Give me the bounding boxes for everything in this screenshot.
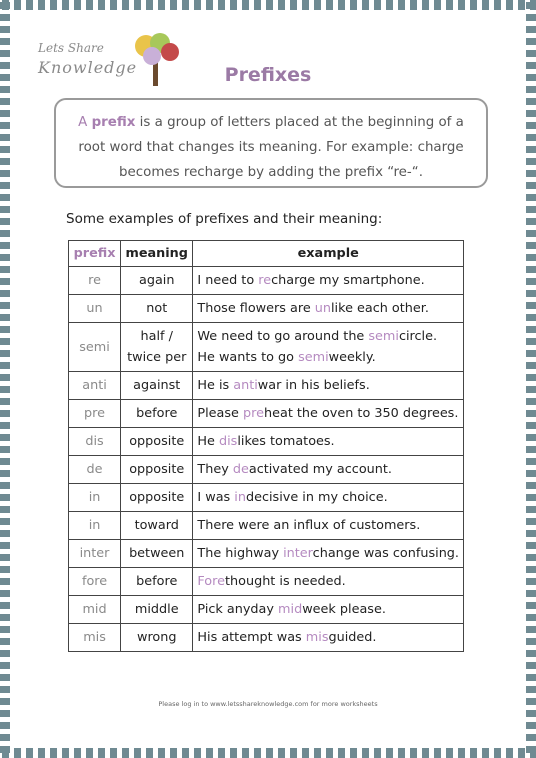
table-row (69, 484, 464, 512)
highlighted-prefix: semi (368, 329, 399, 344)
meaning-cell: opposite (121, 456, 193, 484)
example-cell (193, 484, 464, 512)
highlighted-prefix: un (314, 301, 331, 316)
highlighted-prefix: dis (218, 434, 238, 449)
meaning-cell: not (121, 295, 193, 323)
example-cell (193, 372, 464, 400)
meaning-cell: wrong (121, 624, 193, 652)
meaning-cell (121, 323, 193, 372)
prefix-cell: in (69, 484, 121, 512)
example-text: He wants to go (197, 350, 299, 365)
border-top-decoration (0, 0, 536, 10)
example-text: We need to go around the (197, 329, 369, 344)
example-cell (193, 400, 464, 428)
meaning-line: half / (140, 329, 173, 344)
example-text: Pick anyday (197, 602, 279, 617)
table-row (69, 568, 464, 596)
example-cell (193, 540, 464, 568)
example-text: war in his beliefs. (257, 378, 370, 393)
footer-note: Please log in to www.letsshareknowledge.com for more worksheets (158, 700, 378, 708)
prefix-cell: mid (69, 596, 121, 624)
intro-text: is a group of letters placed at the beginning of a root word that changes its meaning. For example: charge becomes recharge by adding the prefix “re-“. (78, 115, 464, 180)
examples-heading: Some examples of prefixes and their meaning: (66, 211, 383, 227)
example-cell (193, 568, 464, 596)
example-text: heat the oven to 350 degrees. (264, 406, 459, 421)
table-row (69, 372, 464, 400)
meaning-cell: again (121, 267, 193, 295)
prefix-cell: un (69, 295, 121, 323)
border-bottom-decoration (0, 748, 536, 758)
prefix-cell: pre (69, 400, 121, 428)
highlighted-prefix: pre (243, 406, 264, 421)
example-cell (193, 428, 464, 456)
prefix-cell: inter (69, 540, 121, 568)
example-text: circle. (398, 329, 438, 344)
prefix-cell: dis (69, 428, 121, 456)
example-text: guided. (328, 630, 377, 645)
example-text: I was (197, 490, 235, 505)
border-right-decoration (526, 0, 536, 758)
prefix-table (68, 240, 464, 652)
highlighted-prefix: mis (305, 630, 329, 645)
example-cell (193, 596, 464, 624)
logo-line-2: Knowledge (38, 58, 138, 77)
table-row (69, 512, 464, 540)
example-text: Please (197, 406, 244, 421)
header-example: example (193, 241, 464, 267)
example-text: There were an influx of customers. (197, 518, 421, 533)
definition-box (54, 98, 488, 188)
table-row (69, 540, 464, 568)
meaning-cell: against (121, 372, 193, 400)
meaning-cell: toward (121, 512, 193, 540)
page-title: Prefixes (224, 64, 312, 86)
meaning-cell: between (121, 540, 193, 568)
example-cell (193, 295, 464, 323)
highlighted-prefix: de (232, 462, 249, 477)
prefix-cell: in (69, 512, 121, 540)
header-meaning: meaning (121, 241, 193, 267)
prefix-cell: anti (69, 372, 121, 400)
example-text: He is (197, 378, 234, 393)
highlighted-prefix: in (234, 490, 246, 505)
table-row (69, 596, 464, 624)
example-cell (193, 323, 464, 372)
intro-prefix-word: prefix (91, 115, 136, 130)
example-cell (193, 624, 464, 652)
highlighted-prefix: inter (283, 546, 313, 561)
table-row (69, 456, 464, 484)
header-prefix: prefix (69, 241, 121, 267)
example-text: likes tomatoes. (237, 434, 335, 449)
prefix-cell: de (69, 456, 121, 484)
highlighted-prefix: re (258, 273, 272, 288)
highlighted-prefix: semi (298, 350, 329, 365)
prefix-cell: semi (69, 323, 121, 372)
table-row (69, 267, 464, 295)
meaning-line: twice per (127, 350, 187, 365)
example-cell (193, 512, 464, 540)
prefix-cell: fore (69, 568, 121, 596)
highlighted-prefix: anti (233, 378, 258, 393)
example-cell (193, 267, 464, 295)
example-cell (193, 456, 464, 484)
meaning-cell: before (121, 400, 193, 428)
meaning-cell: opposite (121, 484, 193, 512)
example-text: activated my account. (248, 462, 392, 477)
example-text: thought is needed. (225, 574, 346, 589)
example-text: weekly. (328, 350, 376, 365)
table-row (69, 295, 464, 323)
table-row (69, 428, 464, 456)
prefix-cell: re (69, 267, 121, 295)
table-row (69, 323, 464, 372)
example-text: change was confusing. (312, 546, 459, 561)
example-text: They (197, 462, 233, 477)
prefix-cell: mis (69, 624, 121, 652)
example-text: Those flowers are (197, 301, 315, 316)
example-text: decisive in my choice. (245, 490, 388, 505)
table-row (69, 400, 464, 428)
border-left-decoration (0, 0, 10, 758)
table-row (69, 624, 464, 652)
logo-line-1: Lets Share (38, 41, 104, 55)
example-text: like each other. (331, 301, 429, 316)
highlighted-prefix: Fore (197, 574, 225, 589)
table-header-row (69, 241, 464, 267)
example-text: His attempt was (197, 630, 306, 645)
meaning-cell: before (121, 568, 193, 596)
meaning-cell: middle (121, 596, 193, 624)
meaning-cell: opposite (121, 428, 193, 456)
example-text: week please. (302, 602, 386, 617)
intro-article: A (78, 115, 92, 130)
example-text: He (197, 434, 219, 449)
example-text: The highway (197, 546, 284, 561)
highlighted-prefix: mid (278, 602, 303, 617)
example-text: I need to (197, 273, 259, 288)
example-text: charge my smartphone. (271, 273, 425, 288)
